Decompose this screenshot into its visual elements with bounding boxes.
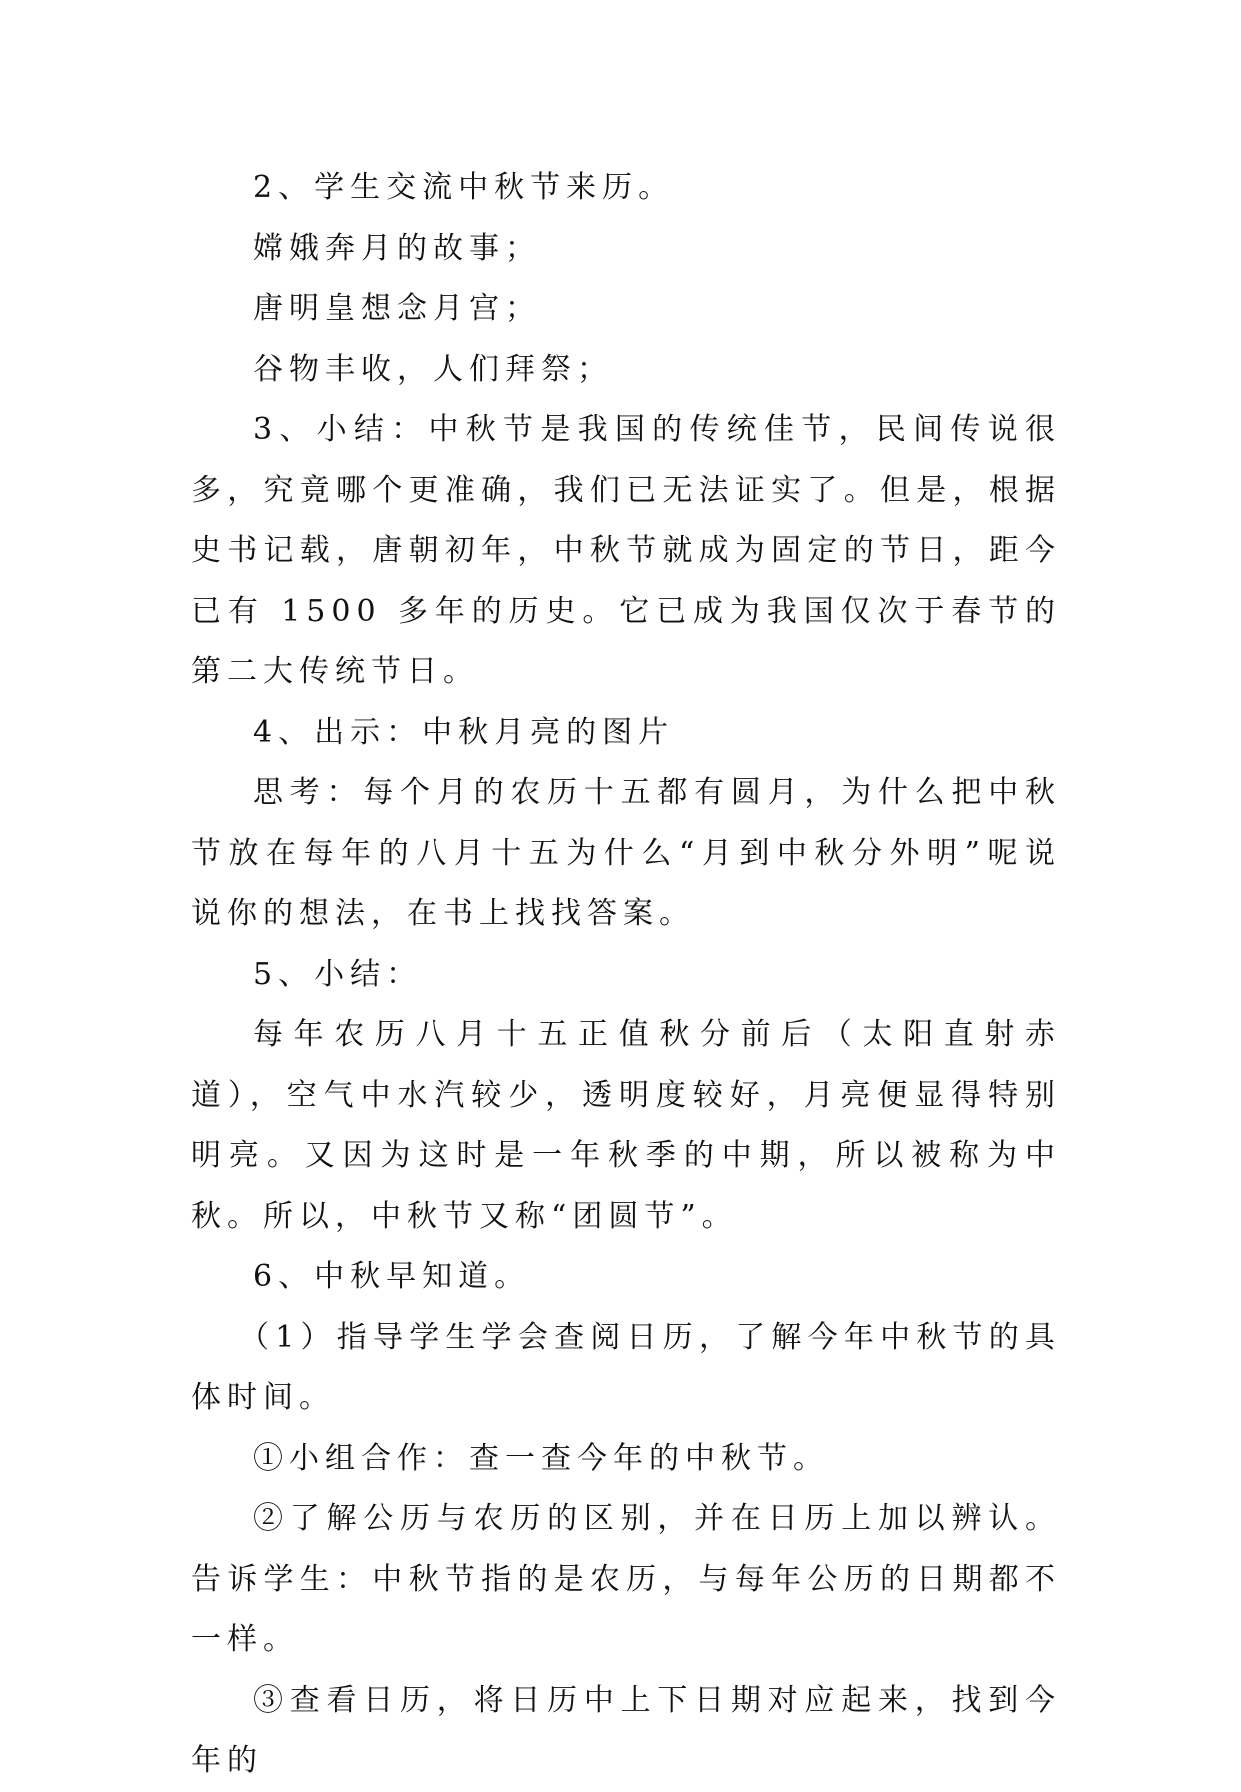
paragraph: ③查看日历，将日历中上下日期对应起来，找到今年的 bbox=[191, 1682, 1061, 1778]
paragraph: ②了解公历与农历的区别，并在日历上加以辨认。告诉学生：中秋节指的是农历，与每年公历的日期都不一样。 bbox=[191, 1501, 1061, 1657]
paragraph: 3、小结：中秋节是我国的传统佳节，民间传说很多，究竟哪个更准确，我们已无法证实了。但是，根据史书记载，唐朝初年，中秋节就成为固定的节日，距今已有 1500 多年的历史。它已成为我国仅次于春节的第二大传统节日。 bbox=[191, 412, 1061, 689]
paragraph: 4、出示：中秋月亮的图片 bbox=[253, 714, 675, 750]
paragraph: 6、中秋早知道。 bbox=[253, 1259, 531, 1294]
paragraph: 嫦娥奔月的故事； bbox=[253, 230, 541, 266]
paragraph: 5、小结： bbox=[253, 956, 423, 992]
paragraph: 每年农历八月十五正值秋分前后（太阳直射赤道），空气中水汽较少，透明度较好，月亮便显得特别明亮。又因为这时是一年秋季的中期，所以被称为中秋。所以，中秋节又称“团圆节”。 bbox=[191, 1017, 1061, 1234]
paragraph: 思考：每个月的农历十五都有圆月，为什么把中秋节放在每年的八月十五为什么“月到中秋分外明”呢说说你的想法，在书上找找答案。 bbox=[191, 775, 1061, 931]
paragraph: ①小组合作：查一查今年的中秋节。 bbox=[253, 1440, 829, 1476]
document-body bbox=[191, 158, 1061, 1792]
paragraph: （1）指导学生学会查阅日历，了解今年中秋节的具体时间。 bbox=[191, 1319, 1061, 1415]
paragraph: 2、学生交流中秋节来历。 bbox=[253, 170, 675, 205]
paragraph: 谷物丰收，人们拜祭； bbox=[253, 351, 613, 387]
paragraph: 唐明皇想念月宫； bbox=[253, 291, 541, 326]
